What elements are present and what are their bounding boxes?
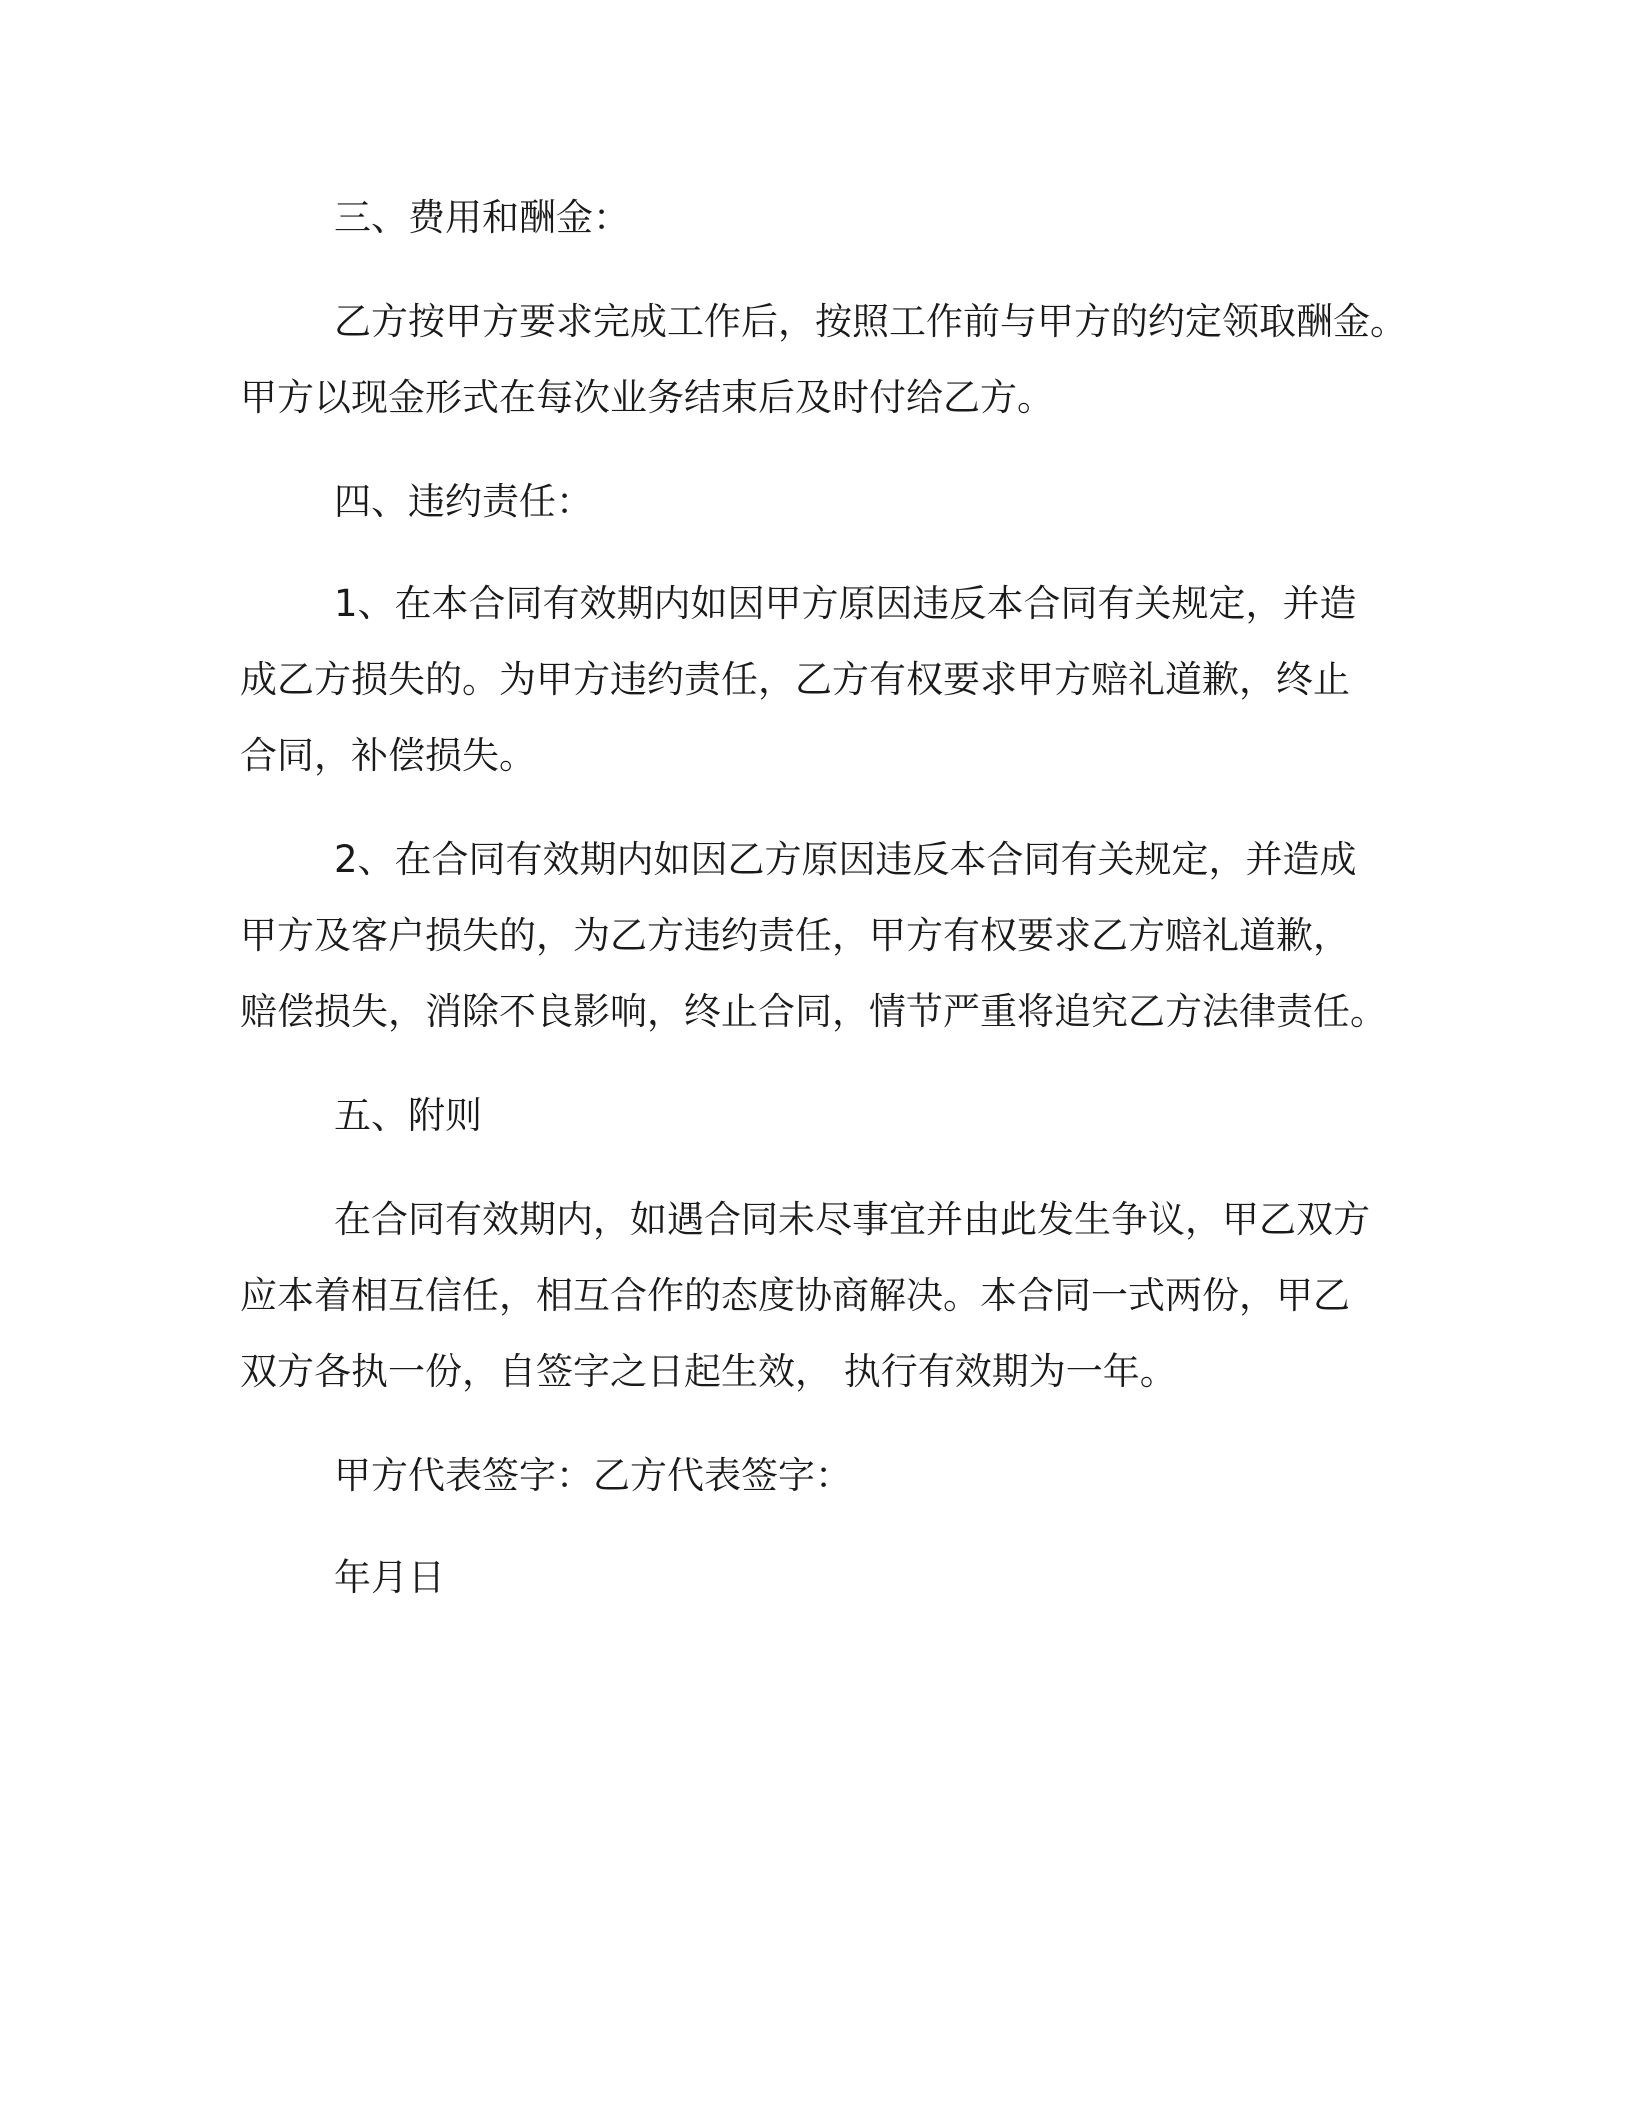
section-4-item-1-line-3: 合同，补偿损失。 (240, 734, 536, 777)
section-3-line-2: 甲方以现金形式在每次业务结束后及时付给乙方。 (240, 376, 1054, 419)
section-5-line-2: 应本着相互信任，相互合作的态度协商解决。本合同一式两份，甲乙 (240, 1274, 1350, 1317)
date-line: 年月日 (334, 1556, 445, 1599)
signature-line: 甲方代表签字：乙方代表签字： (334, 1454, 852, 1497)
section-3-line-1: 乙方按甲方要求完成工作后，按照工作前与甲方的约定领取酬金。 (334, 300, 1407, 343)
section-4-item-2-line-2: 甲方及客户损失的，为乙方违约责任，甲方有权要求乙方赔礼道歉， (240, 914, 1350, 957)
section-4-item-1-line-1: 1、在本合同有效期内如因甲方原因违反本合同有关规定，并造 (334, 582, 1357, 625)
section-3-heading: 三、费用和酬金： (334, 196, 630, 239)
section-5-line-1: 在合同有效期内，如遇合同未尽事宜并由此发生争议，甲乙双方 (334, 1198, 1370, 1241)
section-5-heading: 五、附则 (334, 1094, 482, 1137)
section-4-item-2-line-3: 赔偿损失，消除不良影响，终止合同，情节严重将追究乙方法律责任。 (240, 990, 1387, 1033)
section-4-item-1-line-2: 成乙方损失的。为甲方违约责任，乙方有权要求甲方赔礼道歉，终止 (240, 658, 1350, 701)
section-4-item-2-line-1: 2、在合同有效期内如因乙方原因违反本合同有关规定，并造成 (334, 838, 1357, 881)
section-4-heading: 四、违约责任： (334, 480, 593, 523)
section-5-line-3: 双方各执一份，自签字之日起生效， 执行有效期为一年。 (240, 1350, 1177, 1393)
